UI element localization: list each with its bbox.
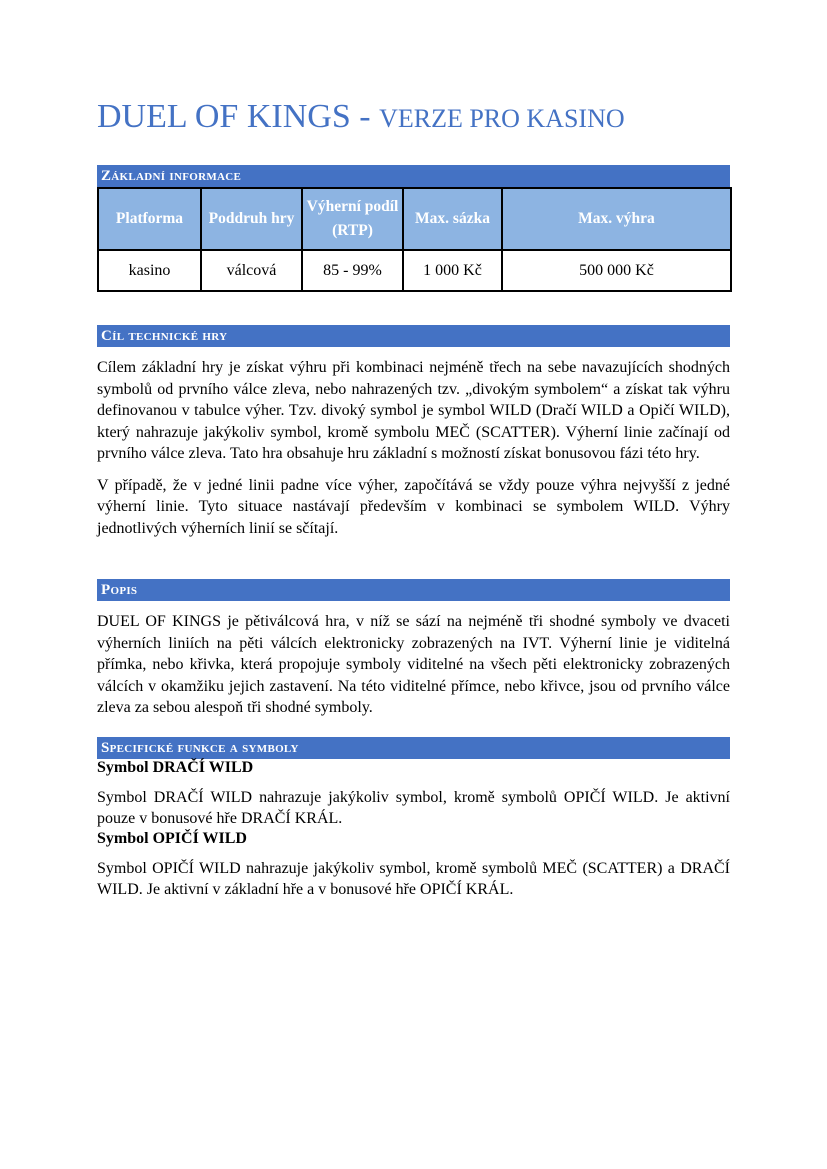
section-heading-specificke-funkce: Specifické funkce a symboly — [97, 737, 730, 759]
opici-wild-paragraph: Symbol OPIČÍ WILD nahrazuje jakýkoliv symbol, kromě symbolů MEČ (SCATTER) a DRAČÍ WILD. Je aktivní v základní hře a v bonusové hře OPIČÍ KRÁL. — [97, 859, 730, 898]
cell-max-sazka: 1 000 Kč — [403, 250, 502, 291]
section-heading-zakladni-informace: Základní informace — [97, 165, 730, 187]
draci-wild-paragraph: Symbol DRAČÍ WILD nahrazuje jakýkoliv symbol, kromě symbolů OPIČÍ WILD. Je aktivní pouze v bonusové hře DRAČÍ KRÁL. — [97, 788, 730, 827]
col-header-vyherni-podil: Výherní podíl (RTP) — [302, 188, 403, 250]
basic-info-table — [97, 187, 732, 292]
title-sub: VERZE PRO KASINO — [379, 104, 625, 133]
section-heading-cil-technicke-hry: Cíl technické hry — [97, 325, 730, 347]
table-row — [98, 250, 731, 291]
subheading-draci-wild: Symbol DRAČÍ WILD — [97, 758, 254, 776]
section-heading-popis: Popis — [97, 579, 730, 601]
col-header-platforma: Platforma — [98, 188, 201, 250]
popis-paragraph: DUEL OF KINGS je pětiválcová hra, v níž se sází na nejméně tři shodné symboly ve dvaceti výherních liniích na pěti válcích elektronicky zobrazených na IVT. Výherní linie je viditelná přímka, nebo křivka, která propojuje symboly viditelné na všech pěti elektronicky zobrazených válcích v okamžiku jejich zastavení. Na této viditelné přímce, nebo křivce, jsou od prvního válce zleva za sebou alespoň tři shodné symboly. — [97, 613, 730, 716]
cell-vyherni-podil: 85 - 99% — [302, 250, 403, 291]
col-header-max-sazka: Max. sázka — [403, 188, 502, 250]
table-header-row — [98, 188, 731, 250]
cell-poddruh-hry: válcová — [201, 250, 302, 291]
col-header-max-vyhra: Max. výhra — [502, 188, 731, 250]
goal-paragraph-1: Cílem základní hry je získat výhru při kombinaci nejméně třech na sebe navazujících shodných symbolů od prvního válce zleva, nebo nahrazených tzv. „divokým symbolem“ a získat tak výhru definovanou v tabulce výher. Tzv. divoký symbol je symbol WILD (Dračí WILD a Opičí WILD), který nahrazuje jakýkoliv symbol, kromě symbolu MEČ (SCATTER). Výherní linie začínají od prvního válce zleva. Tato hra obsahuje hru základní s možností získat bonusovou fázi této hry. — [97, 359, 730, 462]
subheading-opici-wild: Symbol OPIČÍ WILD — [97, 829, 247, 847]
document-content — [97, 95, 730, 901]
page-title — [97, 95, 730, 140]
title-main: DUEL OF KINGS - — [97, 98, 380, 135]
cell-max-vyhra: 500 000 Kč — [502, 250, 731, 291]
col-header-poddruh-hry: Poddruh hry — [201, 188, 302, 250]
cell-platforma: kasino — [98, 250, 201, 291]
goal-paragraph-2: V případě, že v jedné linii padne více výher, započítává se vždy pouze výhra nejvyšší z jedné výherní linie. Tyto situace nastávají především v kombinaci se symbolem WILD. Výhry jednotlivých výherních linií se sčítají. — [97, 476, 730, 537]
